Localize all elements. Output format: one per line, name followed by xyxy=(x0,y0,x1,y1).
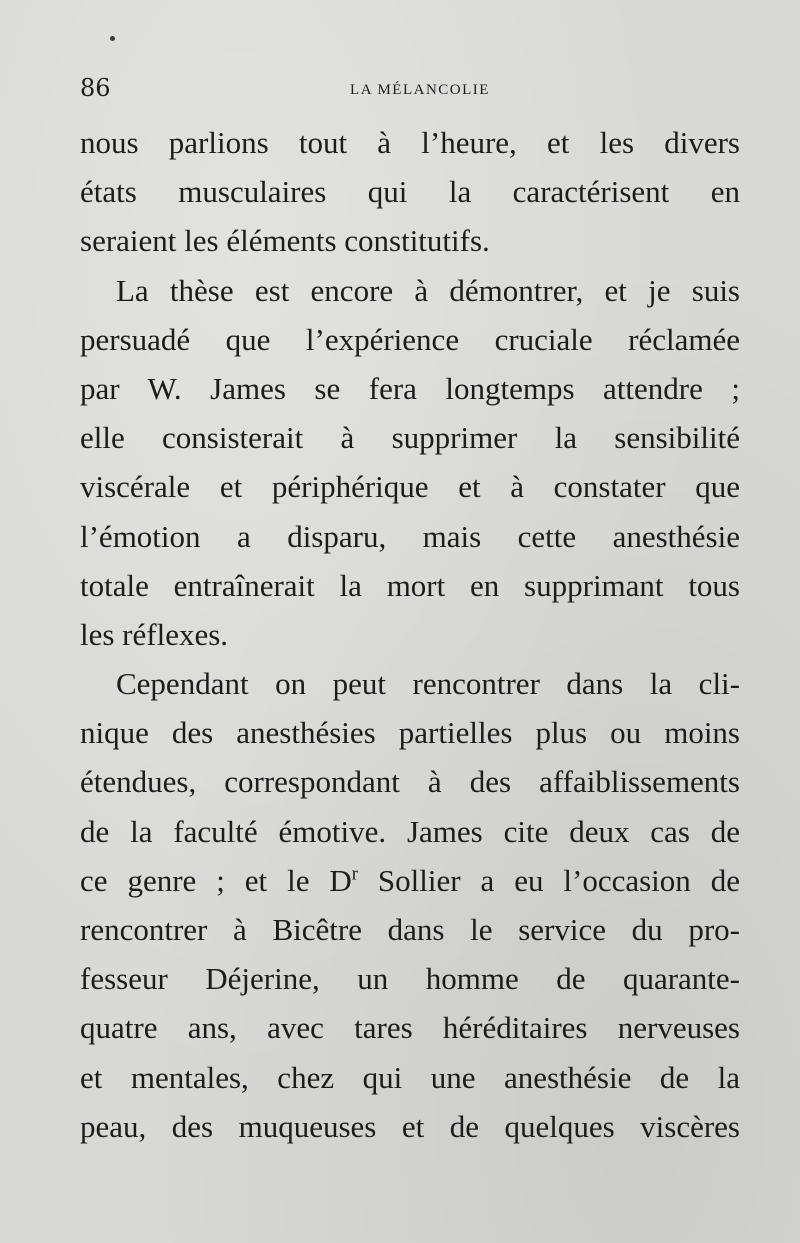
text-line: fesseur Déjerine, un homme de quarante- xyxy=(80,961,740,997)
text-line: viscérale et périphérique et à constater que xyxy=(80,469,740,505)
text-line xyxy=(80,856,740,905)
page-number: 86 xyxy=(80,74,111,102)
text-line: elle consisterait à supprimer la sensibilité xyxy=(80,420,740,456)
superscript: r xyxy=(351,863,358,885)
page-header xyxy=(80,74,740,108)
text-line: par W. James se fera longtemps attendre ; xyxy=(80,370,740,406)
text-line: rencontrer à Bicêtre dans le service du pro- xyxy=(80,912,740,947)
text-fragment: Sollier a eu l’occasion de xyxy=(357,862,740,898)
ink-speck xyxy=(110,36,115,41)
running-title: LA MÉLANCOLIE xyxy=(350,82,490,98)
text-line: peau, des muqueuses et de quelques viscères xyxy=(80,1108,740,1144)
text-line: nique des anesthésies partielles plus ou moins xyxy=(80,715,740,751)
text-line: étendues, correspondant à des affaiblissements xyxy=(80,764,740,800)
text-line: l’émotion a disparu, mais cette anesthésie xyxy=(80,518,740,554)
text-line: nous parlions tout à l’heure, et les divers xyxy=(80,125,740,160)
text-line: de la faculté émotive. James cite deux cas de xyxy=(80,813,740,849)
text-fragment: ce genre ; et le D xyxy=(80,862,352,898)
body-text xyxy=(80,118,740,1151)
text-line: états musculaires qui la caractérisent en xyxy=(80,174,740,210)
text-line: et mentales, chez qui une anesthésie de la xyxy=(80,1059,740,1095)
text-line: seraient les éléments constitutifs. xyxy=(80,223,490,259)
text-line: persuadé que l’expérience cruciale réclamée xyxy=(80,321,740,357)
text-line: totale entraînerait la mort en supprimant tous xyxy=(80,567,740,603)
paragraph-start-line: Cependant on peut rencontrer dans la cli- xyxy=(116,666,740,702)
text-line: les réflexes. xyxy=(80,616,229,652)
paragraph-start-line: La thèse est encore à démontrer, et je suis xyxy=(116,272,740,308)
text-line: quatre ans, avec tares héréditaires nerveuses xyxy=(80,1010,740,1046)
